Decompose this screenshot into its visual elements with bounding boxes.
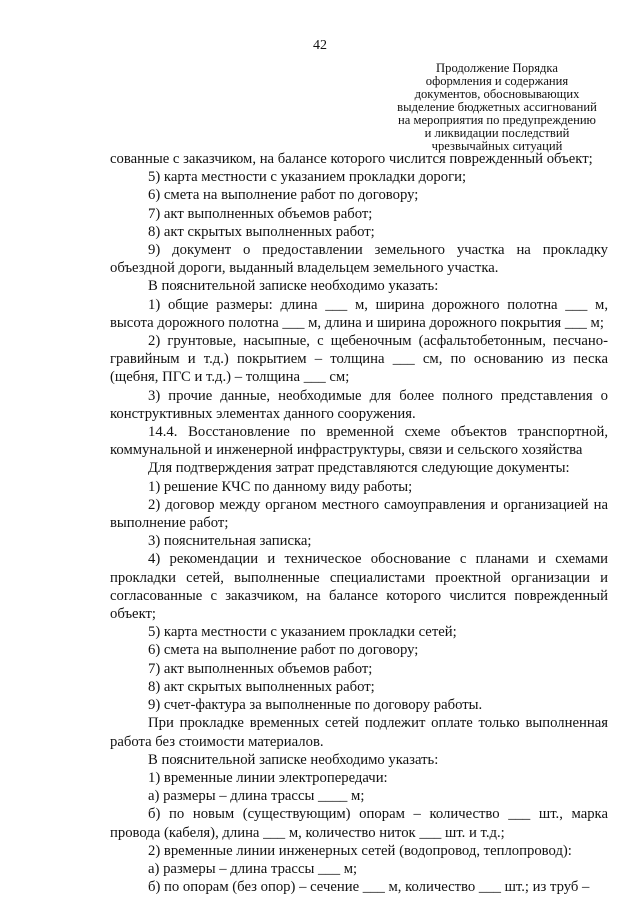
paragraph: 1) решение КЧС по данному виду работы; [148, 478, 413, 495]
section-heading: 14.4. Восстановление по временной схеме объектов транспортной, коммунальной и инженерной инфраструктуры, связи и сельского хозяйства [110, 424, 608, 459]
paragraph: В пояснительной записке необходимо указать: [148, 278, 439, 295]
paragraph: 6) смета на выполнение работ по договору; [148, 187, 419, 204]
header-note-line: документов, обосновывающих [414, 87, 580, 101]
header-note-line: оформления и содержания [425, 74, 569, 88]
paragraph: 3) прочие данные, необходимые для более полного представления о конструктивных элементах данного сооружения. [110, 387, 608, 422]
paragraph: В пояснительной записке необходимо указать: [148, 751, 439, 768]
paragraph: Для подтверждения затрат представляются следующие документы: [148, 460, 570, 477]
paragraph: 3) пояснительная записка; [148, 533, 312, 550]
paragraph: 8) акт скрытых выполненных работ; [148, 223, 375, 240]
paragraph: 2) грунтовые, насыпные, с щебеночным (асфальтобетонным, песчано-гравийным и т.д.) покрытием – толщина ___ см, по основанию из песка (щебня, ПГС и т.д.) – толщина ___ см; [110, 333, 608, 386]
paragraph: 8) акт скрытых выполненных работ; [148, 678, 375, 695]
header-note-line: выделение бюджетных ассигнований [397, 100, 597, 114]
page-number: 42 [313, 38, 327, 53]
paragraph: а) размеры – длина трассы ___ м; [148, 860, 358, 877]
paragraph: сованные с заказчиком, на балансе которого числится поврежденный объект; [110, 151, 593, 167]
paragraph: 4) рекомендации и техническое обоснование с планами и схемами прокладки сетей, выполненные специалистами проектной организации и согласованные с заказчиком, на балансе которого числится поврежденный объект; [110, 551, 608, 623]
paragraph: б) по опорам (без опор) – сечение ___ м, количество ___ шт.; из труб – [148, 879, 590, 896]
paragraph: 9) счет-фактура за выполненные по договору работы. [148, 697, 483, 714]
paragraph: При прокладке временных сетей подлежит оплате только выполненная работа без стоимости материалов. [110, 715, 608, 750]
header-note-line: Продолжение Порядка [436, 61, 558, 75]
paragraph: 2) временные линии инженерных сетей (водопровод, теплопровод): [148, 842, 572, 859]
paragraph: 7) акт выполненных объемов работ; [148, 660, 373, 677]
paragraph: 9) документ о предоставлении земельного участка на прокладку объездной дороги, выданный владельцем земельного участка. [110, 242, 608, 277]
paragraph: 5) карта местности с указанием прокладки дороги; [148, 169, 467, 186]
paragraph: 1) временные линии электропередачи: [148, 769, 388, 786]
paragraph: 2) договор между органом местного самоуправления и организацией на выполнение работ; [110, 496, 608, 532]
header-note-line: на мероприятия по предупреждению [398, 113, 596, 127]
paragraph: 7) акт выполненных объемов работ; [148, 205, 373, 222]
paragraph: 5) карта местности с указанием прокладки сетей; [148, 624, 457, 641]
header-note-line: и ликвидации последствий [424, 126, 570, 140]
paragraph: б) по новым (существующим) опорам – количество ___ шт., марка провода (кабеля), длина ___ м, количество ниток ___ шт. и т.д.; [110, 806, 608, 841]
paragraph: 6) смета на выполнение работ по договору; [148, 642, 419, 659]
paragraph: а) размеры – длина трассы ____ м; [148, 788, 365, 805]
header-note-line: чрезвычайных ситуаций [431, 139, 563, 153]
paragraph: 1) общие размеры: длина ___ м, ширина дорожного полотна ___ м, высота дорожного полотна ___ м, длина и ширина дорожного покрытия ___ м; [110, 296, 608, 331]
header-note [390, 62, 604, 153]
body-text [110, 150, 608, 896]
